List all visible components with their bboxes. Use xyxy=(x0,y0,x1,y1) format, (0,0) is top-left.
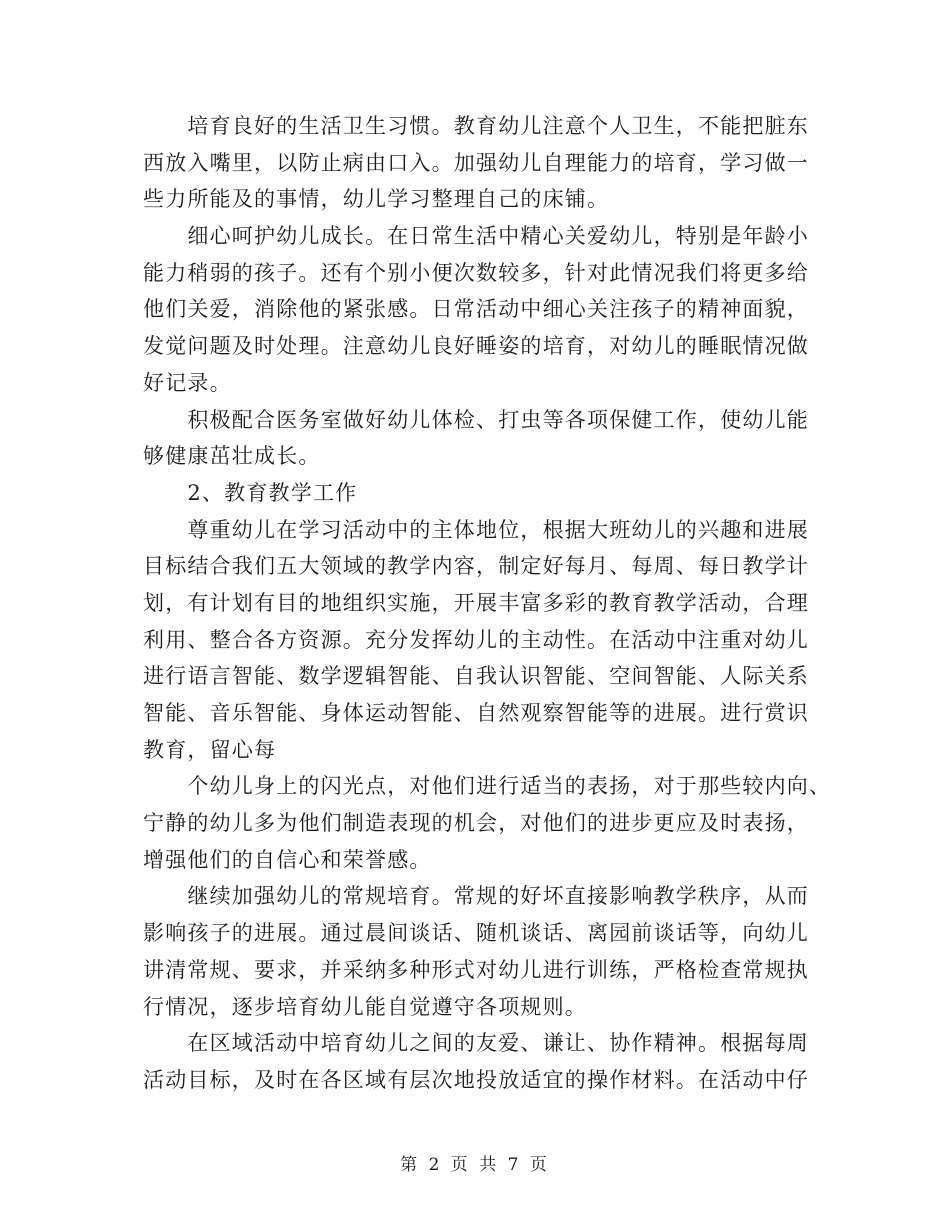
text-line: 利用、整合各方资源。充分发挥幼儿的主动性。在活动中注重对幼儿 xyxy=(143,627,809,652)
text-line: 在区域活动中培育幼儿之间的友爱、谦让、协作精神。根据每周 xyxy=(143,1031,809,1056)
page-footer: 第 2 页 共 7 页 xyxy=(400,1155,550,1175)
text-line: 宁静的幼儿多为他们制造表现的机会，对他们的进步更应及时表扬， xyxy=(143,811,809,836)
text-line: 行情况，逐步培育幼儿能自觉遵守各项规则。 xyxy=(143,994,587,1019)
text-line: 教育，留心每 xyxy=(143,737,277,762)
text-line: 细心呵护幼儿成长。在日常生活中精心关爱幼儿，特别是年龄小 xyxy=(143,224,809,249)
text-line: 划，有计划有目的地组织实施，开展丰富多彩的教育教学活动，合理 xyxy=(143,590,809,615)
text-line: 能力稍弱的孩子。还有个别小便次数较多，针对此情况我们将更多给 xyxy=(143,260,809,285)
text-line: 好记录。 xyxy=(143,370,232,395)
text-line: 影响孩子的进展。通过晨间谈话、随机谈话、离园前谈话等，向幼儿 xyxy=(143,921,809,946)
text-line: 智能、音乐智能、身体运动智能、自然观察智能等的进展。进行赏识 xyxy=(143,701,809,725)
text-line: 西放入嘴里，以防止病由口入。加强幼儿自理能力的培育，学习做一 xyxy=(143,150,809,175)
text-line: 够健康茁壮成长。 xyxy=(143,444,321,469)
text-line: 讲清常规、要求，并采纳多种形式对幼儿进行训练，严格检查常规执 xyxy=(143,957,809,982)
text-line: 进行语言智能、数学逻辑智能、自我认识智能、空间智能、人际关系 xyxy=(143,664,809,689)
document-body xyxy=(143,108,832,1099)
text-line: 他们关爱，消除他的紧张感。日常活动中细心关注孩子的精神面貌， xyxy=(143,297,809,322)
text-line: 增强他们的自信心和荣誉感。 xyxy=(143,847,432,872)
section-heading: 2、教育教学工作 xyxy=(143,480,358,505)
text-line: 些力所能及的事情，幼儿学习整理自己的床铺。 xyxy=(143,187,610,212)
text-line: 尊重幼儿在学习活动中的主体地位，根据大班幼儿的兴趣和进展 xyxy=(143,517,809,542)
text-line: 目标结合我们五大领域的教学内容，制定好每月、每周、每日教学计 xyxy=(143,554,809,579)
text-line: 积极配合医务室做好幼儿体检、打虫等各项保健工作，使幼儿能 xyxy=(143,407,809,432)
text-line: 继续加强幼儿的常规培育。常规的好坏直接影响教学秩序，从而 xyxy=(143,884,809,909)
text-line: 个幼儿身上的闪光点，对他们进行适当的表扬，对于那些较内向、 xyxy=(143,774,832,799)
text-line: 活动目标，及时在各区域有层次地投放适宜的操作材料。在活动中仔 xyxy=(143,1067,809,1092)
text-line: 培育良好的生活卫生习惯。教育幼儿注意个人卫生，不能把脏东 xyxy=(143,114,809,138)
text-line: 发觉问题及时处理。注意幼儿良好睡姿的培育，对幼儿的睡眠情况做 xyxy=(143,334,809,359)
